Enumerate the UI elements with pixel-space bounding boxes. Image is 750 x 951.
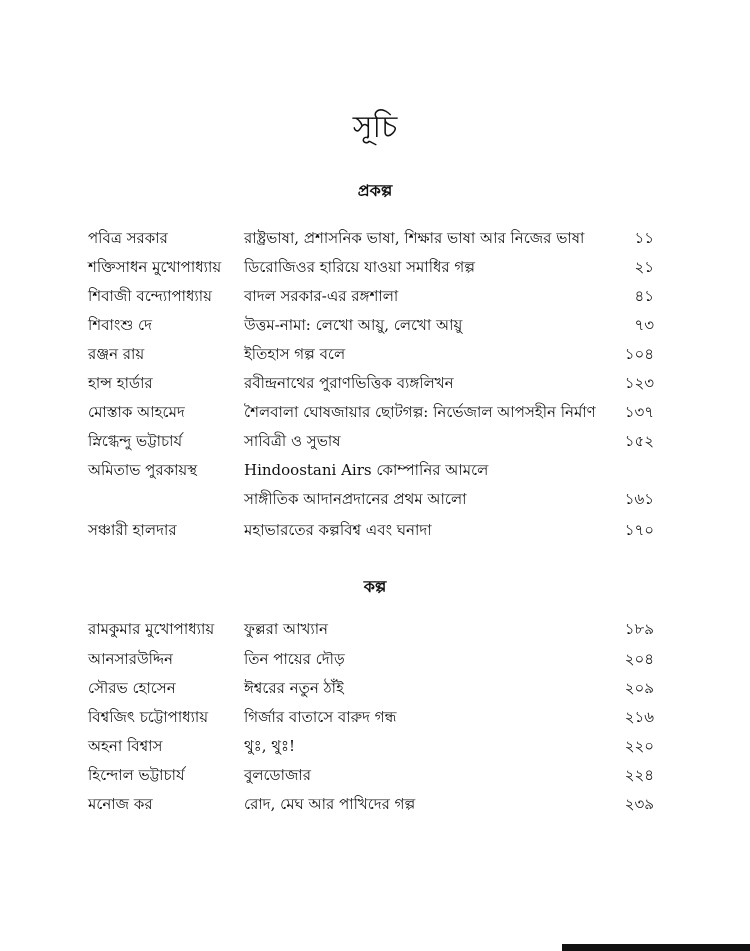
entry-title: রোদ, মেঘ আর পাখিদের গল্প xyxy=(244,795,416,813)
toc-entry xyxy=(0,646,750,672)
entry-page: ২০৪ xyxy=(624,650,654,668)
entry-page: ১০৪ xyxy=(624,345,654,363)
entry-author: হান্স হার্ডার xyxy=(88,374,153,392)
toc-entry xyxy=(0,370,750,396)
entry-title: রাষ্ট্রভাষা, প্রশাসনিক ভাষা, শিক্ষার ভাষা আর নিজের ভাষা xyxy=(244,229,585,247)
entry-page: ১৮৯ xyxy=(624,620,654,638)
entry-page: ১২৩ xyxy=(624,374,654,392)
toc-entry xyxy=(0,791,750,817)
entry-title: গির্জার বাতাসে বারুদ গন্ধ xyxy=(244,708,397,726)
entry-page: ২৩৯ xyxy=(624,795,654,813)
entry-author: শিবাজী বন্দ্যোপাধ্যায় xyxy=(88,287,212,305)
toc-entry xyxy=(0,457,750,483)
toc-entry xyxy=(0,428,750,454)
entry-page: ১১ xyxy=(634,229,654,247)
entry-author: সৌরভ হোসেন xyxy=(88,679,176,697)
entry-author: সঞ্চারী হালদার xyxy=(88,521,177,539)
entry-title: তিন পায়ের দৌড় xyxy=(244,650,345,668)
toc-entry xyxy=(0,225,750,251)
entry-page: ১৩৭ xyxy=(624,403,654,421)
entry-title: বাদল সরকার-এর রঙ্গশালা xyxy=(244,287,399,305)
toc-entry xyxy=(0,675,750,701)
entry-author: পবিত্র সরকার xyxy=(88,229,168,247)
entry-title: ফুল্লরা আখ্যান xyxy=(244,620,329,638)
entry-title: ইতিহাস গল্প বলে xyxy=(244,345,346,363)
toc-entry xyxy=(0,283,750,309)
entry-author: অমিতাভ পুরকায়স্থ xyxy=(88,461,198,479)
entry-author: অহনা বিশ্বাস xyxy=(88,737,163,755)
entry-page: ২২০ xyxy=(624,737,654,755)
toc-entry xyxy=(0,254,750,280)
entry-title: মহাভারতের কল্পবিশ্ব এবং ঘনাদা xyxy=(244,521,432,539)
entry-page: ২১ xyxy=(634,258,654,276)
entry-title: সাবিত্রী ও সুভাষ xyxy=(244,432,341,450)
entry-title: ডিরোজিওর হারিয়ে যাওয়া সমাধির গল্প xyxy=(244,258,475,276)
entry-page: ৭৩ xyxy=(634,316,654,334)
toc-entry xyxy=(0,312,750,338)
page-edge-bar xyxy=(562,944,750,951)
toc-entry xyxy=(0,399,750,425)
entry-page: ৪১ xyxy=(634,287,654,305)
toc-entry xyxy=(0,486,750,512)
entry-title: শৈলবালা ঘোষজায়ার ছোটগল্প: নির্ভেজাল আপসহীন নির্মাণ xyxy=(244,403,596,421)
entry-author: মোস্তাক আহমেদ xyxy=(88,403,185,421)
entry-title: Hindoostani Airs কোম্পানির আমলে xyxy=(244,461,489,479)
entry-title: বুলডোজার xyxy=(244,766,311,784)
entry-title: থুঃ, থুঃ! xyxy=(244,737,295,755)
entry-author: রঞ্জন রায় xyxy=(88,345,145,363)
entry-author: রামকুমার মুখোপাধ্যায় xyxy=(88,620,215,638)
toc-entry xyxy=(0,704,750,730)
entry-page: ১৫২ xyxy=(624,432,654,450)
toc-entry xyxy=(0,517,750,543)
entry-author: শক্তিসাধন মুখোপাধ্যায় xyxy=(88,258,222,276)
entry-title: উত্তম-নামা: লেখো আয়ু, লেখো আয়ু xyxy=(244,316,463,334)
entry-title: রবীন্দ্রনাথের পুরাণভিত্তিক ব্যঙ্গলিখন xyxy=(244,374,454,392)
toc-entry xyxy=(0,341,750,367)
toc-entry xyxy=(0,616,750,642)
entry-author: স্নিগ্ধেন্দু ভট্টাচার্য xyxy=(88,432,183,450)
toc-entry xyxy=(0,733,750,759)
entry-page: ২২৪ xyxy=(624,766,654,784)
entry-page: ১৬১ xyxy=(624,490,654,508)
toc-entry xyxy=(0,762,750,788)
entry-page: ২১৬ xyxy=(624,708,654,726)
page-title: সূচি xyxy=(352,110,398,145)
entry-author: বিশ্বজিৎ চট্টোপাধ্যায় xyxy=(88,708,209,726)
entry-page: ২০৯ xyxy=(624,679,654,697)
entry-page: ১৭০ xyxy=(624,521,654,539)
entry-author: শিবাংশু দে xyxy=(88,316,152,334)
entry-author: মনোজ কর xyxy=(88,795,153,813)
entry-title: ঈশ্বরের নতুন ঠাঁই xyxy=(244,679,344,697)
entry-title: সাঙ্গীতিক আদানপ্রদানের প্রথম আলো xyxy=(244,490,467,508)
entry-author: আনসারউদ্দিন xyxy=(88,650,173,668)
section-heading-kolpo: কল্প xyxy=(363,577,387,596)
section-heading-prokolpo: প্রকল্প xyxy=(357,181,393,200)
entry-author: হিন্দোল ভট্টাচার্য xyxy=(88,766,185,784)
